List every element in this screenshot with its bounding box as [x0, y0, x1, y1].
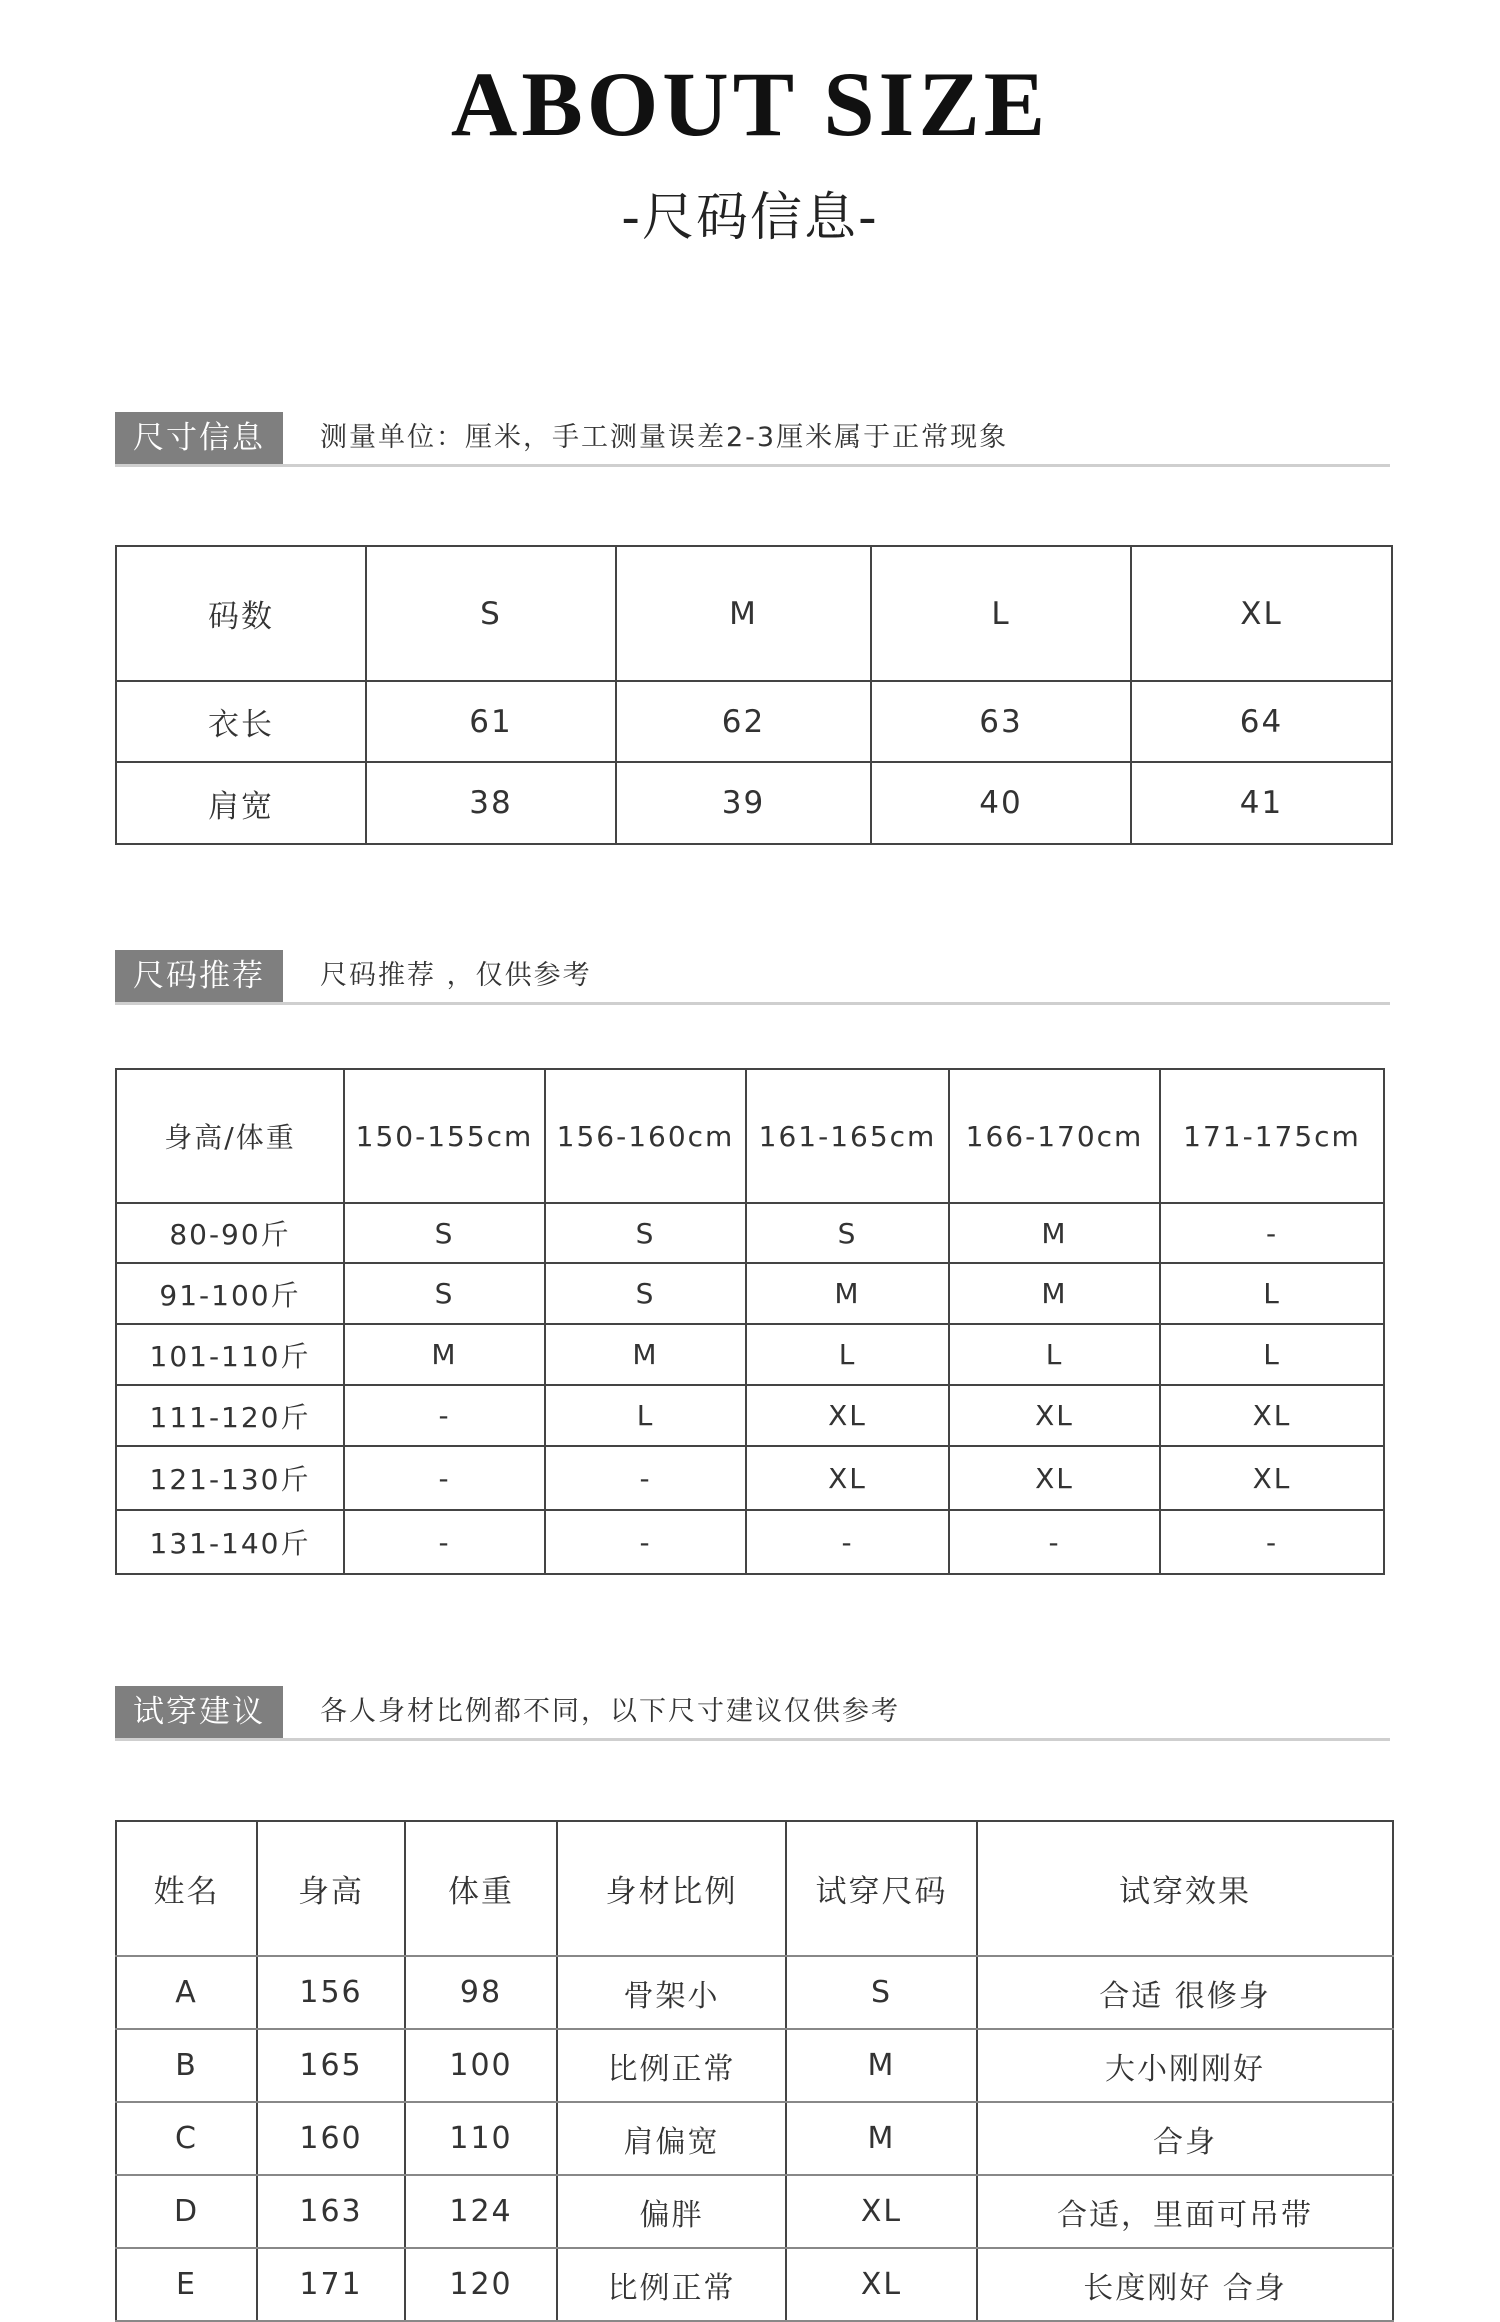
table-cell: S: [545, 1203, 746, 1263]
table-cell: 大小刚刚好: [977, 2029, 1393, 2102]
size-recommend-table: [115, 1068, 1385, 1575]
table-cell: 肩偏宽: [557, 2102, 786, 2175]
section-header-size-info: [115, 412, 1390, 467]
table-row: [116, 1263, 1384, 1324]
table-header-cell: 身高/体重: [116, 1069, 344, 1203]
table-cell: 40: [871, 762, 1131, 844]
table-cell: 120: [405, 2248, 557, 2321]
size-info-table: [115, 545, 1393, 845]
table-header-cell: 试穿尺码: [786, 1821, 977, 1956]
table-header-cell: 161-165cm: [746, 1069, 949, 1203]
table-cell: 91-100斤: [116, 1263, 344, 1324]
table-cell: L: [746, 1324, 949, 1385]
section-header-size-recommend: [115, 950, 1390, 1005]
table-row: [116, 2175, 1393, 2248]
table-row: [116, 1203, 1384, 1263]
table-cell: 100: [405, 2029, 557, 2102]
table-row: [116, 1956, 1393, 2029]
table-cell: 合适，里面可吊带: [977, 2175, 1393, 2248]
table-cell: L: [949, 1324, 1160, 1385]
table-cell: M: [949, 1203, 1160, 1263]
table-header-cell: 姓名: [116, 1821, 257, 1956]
table-cell: M: [949, 1263, 1160, 1324]
table-cell: XL: [786, 2248, 977, 2321]
table-header-cell: 身高: [257, 1821, 405, 1956]
table-cell: XL: [949, 1385, 1160, 1446]
table-cell: 衣长: [116, 681, 366, 762]
table-cell: 110: [405, 2102, 557, 2175]
table-cell: 101-110斤: [116, 1324, 344, 1385]
table-cell: 38: [366, 762, 616, 844]
table-cell: 合适 很修身: [977, 1956, 1393, 2029]
table-cell: -: [545, 1446, 746, 1510]
table-header-cell: XL: [1131, 546, 1392, 681]
section-tag: 试穿建议: [115, 1686, 283, 1738]
table-cell: 156: [257, 1956, 405, 2029]
table-row: [116, 1324, 1384, 1385]
table-cell: XL: [786, 2175, 977, 2248]
table-cell: XL: [949, 1446, 1160, 1510]
table-cell: C: [116, 2102, 257, 2175]
table-header-cell: 身材比例: [557, 1821, 786, 1956]
table-row: [116, 762, 1392, 844]
section-tag: 尺寸信息: [115, 412, 283, 464]
table-cell: 39: [616, 762, 871, 844]
table-cell: 比例正常: [557, 2029, 786, 2102]
table-cell: M: [746, 1263, 949, 1324]
table-cell: 111-120斤: [116, 1385, 344, 1446]
table-header-cell: 150-155cm: [344, 1069, 545, 1203]
table-row: [116, 1385, 1384, 1446]
table-cell: L: [1160, 1324, 1384, 1385]
table-header-cell: 体重: [405, 1821, 557, 1956]
section-note: 各人身材比例都不同，以下尺寸建议仅供参考: [320, 1696, 900, 1727]
table-cell: 121-130斤: [116, 1446, 344, 1510]
table-cell: 偏胖: [557, 2175, 786, 2248]
table-cell: S: [746, 1203, 949, 1263]
table-cell: -: [344, 1510, 545, 1574]
table-row: [116, 2248, 1393, 2321]
table-cell: S: [344, 1203, 545, 1263]
table-header-row: [116, 1069, 1384, 1203]
section-note: 测量单位：厘米，手工测量误差2-3厘米属于正常现象: [320, 422, 1009, 453]
page-subtitle: -尺码信息-: [621, 188, 879, 248]
table-cell: E: [116, 2248, 257, 2321]
table-cell: L: [1160, 1263, 1384, 1324]
table-cell: 长度刚好 合身: [977, 2248, 1393, 2321]
table-cell: 171: [257, 2248, 405, 2321]
table-cell: 合身: [977, 2102, 1393, 2175]
table-cell: -: [545, 1510, 746, 1574]
table-cell: A: [116, 1956, 257, 2029]
page-title: ABOUT SIZE: [450, 53, 1050, 155]
section-note: 尺码推荐 ，仅供参考: [320, 960, 592, 991]
table-cell: S: [344, 1263, 545, 1324]
table-cell: M: [786, 2102, 977, 2175]
table-cell: 61: [366, 681, 616, 762]
table-header-cell: 试穿效果: [977, 1821, 1393, 1956]
try-on-table: [115, 1820, 1394, 2322]
table-cell: 124: [405, 2175, 557, 2248]
table-header-cell: S: [366, 546, 616, 681]
table-cell: 63: [871, 681, 1131, 762]
table-cell: 肩宽: [116, 762, 366, 844]
table-cell: XL: [1160, 1385, 1384, 1446]
table-cell: 80-90斤: [116, 1203, 344, 1263]
table-header-cell: 171-175cm: [1160, 1069, 1384, 1203]
table-cell: XL: [746, 1385, 949, 1446]
table-header-cell: 156-160cm: [545, 1069, 746, 1203]
table-header-row: [116, 546, 1392, 681]
section-header-try-on: [115, 1686, 1390, 1741]
table-row: [116, 2029, 1393, 2102]
table-cell: M: [344, 1324, 545, 1385]
table-row: [116, 2102, 1393, 2175]
table-cell: -: [1160, 1510, 1384, 1574]
table-cell: 64: [1131, 681, 1392, 762]
table-cell: XL: [746, 1446, 949, 1510]
table-cell: 98: [405, 1956, 557, 2029]
table-cell: B: [116, 2029, 257, 2102]
section-tag: 尺码推荐: [115, 950, 283, 1002]
table-cell: 比例正常: [557, 2248, 786, 2321]
table-cell: XL: [1160, 1446, 1384, 1510]
table-cell: 41: [1131, 762, 1392, 844]
table-cell: 131-140斤: [116, 1510, 344, 1574]
table-cell: -: [746, 1510, 949, 1574]
table-cell: D: [116, 2175, 257, 2248]
table-header-cell: 166-170cm: [949, 1069, 1160, 1203]
table-cell: S: [545, 1263, 746, 1324]
table-cell: S: [786, 1956, 977, 2029]
table-row: [116, 681, 1392, 762]
table-row: [116, 1510, 1384, 1574]
table-cell: M: [545, 1324, 746, 1385]
table-cell: M: [786, 2029, 977, 2102]
table-cell: 163: [257, 2175, 405, 2248]
table-cell: -: [344, 1446, 545, 1510]
table-header-cell: 码数: [116, 546, 366, 681]
table-cell: -: [1160, 1203, 1384, 1263]
table-header-cell: M: [616, 546, 871, 681]
table-header-row: [116, 1821, 1393, 1956]
table-cell: -: [949, 1510, 1160, 1574]
table-cell: 165: [257, 2029, 405, 2102]
table-cell: 骨架小: [557, 1956, 786, 2029]
table-cell: -: [344, 1385, 545, 1446]
table-row: [116, 1446, 1384, 1510]
table-header-cell: L: [871, 546, 1131, 681]
table-cell: 160: [257, 2102, 405, 2175]
table-cell: L: [545, 1385, 746, 1446]
table-cell: 62: [616, 681, 871, 762]
